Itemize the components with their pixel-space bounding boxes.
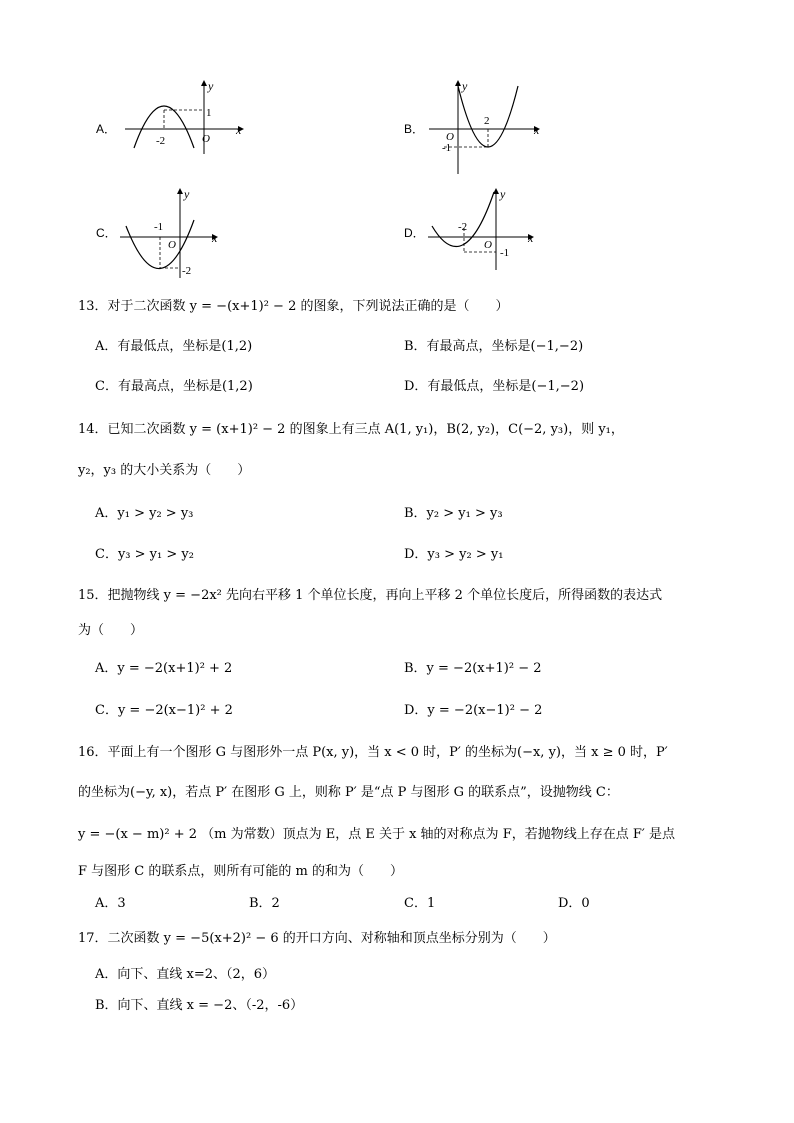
question-14-option-b: B．y₂ > y₁ > y₃ — [404, 506, 503, 521]
option-c-label: C． — [96, 226, 117, 240]
question-17-option-b: B．向下、直线 x = −2、（-2，-6） — [95, 998, 304, 1013]
question-15-option-b: B．y = −2(x+1)² − 2 — [404, 661, 542, 676]
graph-d-y-label: y — [500, 187, 506, 201]
question-17-option-a: A．向下、直线 x=2、（2，6） — [95, 967, 276, 982]
graph-c-origin: O — [168, 239, 176, 251]
question-16-option-b: B．2 — [249, 896, 280, 911]
question-16-option-c: C．1 — [404, 896, 436, 911]
graph-b-tick-y: -1 — [442, 142, 452, 154]
question-17-stem: 17．二次函数 y = −5(x+2)² − 6 的开口方向、对称轴和顶点坐标分别为（ ） — [78, 931, 556, 946]
graph-a-y-label: y — [208, 79, 214, 93]
question-16-line2: 的坐标为(−y, x)，若点 P′ 在图形 G 上，则称 P′ 是“点 P 与图形 G 的联系点”，设抛物线 C： — [78, 785, 619, 800]
graph-d-x-label: x — [528, 231, 534, 245]
graph-a-tick-x: -2 — [156, 135, 166, 147]
graph-d-tick-x: -2 — [458, 221, 468, 233]
graph-c-tick-x: -1 — [154, 221, 164, 233]
option-d-label: D． — [404, 226, 425, 240]
graph-c-x-label: x — [212, 231, 218, 245]
graph-a-origin: O — [202, 133, 210, 145]
graph-a — [120, 76, 250, 156]
question-13-option-c: C．有最高点，坐标是(1,2) — [95, 379, 253, 394]
question-16-option-a: A．3 — [95, 896, 126, 911]
graph-b-x-label: x — [534, 123, 540, 137]
question-14-option-d: D．y₃ > y₂ > y₁ — [404, 547, 504, 562]
option-b-label: B． — [404, 122, 425, 136]
question-14-stem-line2: y₂，y₃ 的大小关系为（ ） — [78, 463, 251, 478]
question-14-option-a: A．y₁ > y₂ > y₃ — [95, 506, 194, 521]
graph-c — [116, 184, 226, 280]
graph-d — [424, 184, 544, 274]
graph-b-y-label: y — [462, 79, 468, 93]
graph-d-tick-y: -1 — [500, 247, 510, 259]
question-16-option-d: D．0 — [558, 896, 590, 911]
question-15-stem-line1: 15．把抛物线 y = −2x² 先向右平移 1 个单位长度，再向上平移 2 个单位长度后，所得函数的表达式 — [78, 588, 663, 603]
question-13-option-d: D．有最低点，坐标是(−1,−2) — [404, 379, 585, 394]
graph-a-x-label: x — [236, 123, 242, 137]
question-15-option-d: D．y = −2(x−1)² − 2 — [404, 703, 543, 718]
question-14-option-c: C．y₃ > y₁ > y₂ — [95, 547, 194, 562]
question-13-option-a: A．有最低点，坐标是(1,2) — [95, 339, 253, 354]
question-13-option-b: B．有最高点，坐标是(−1,−2) — [404, 339, 584, 354]
question-14-stem-line1: 14．已知二次函数 y = (x+1)² − 2 的图象上有三点 A(1, y₁)，B(2, y₂)，C(−2, y₃)，则 y₁， — [78, 422, 624, 437]
option-a-label: A． — [96, 122, 117, 136]
graph-b — [424, 76, 554, 176]
graph-d-origin: O — [484, 239, 492, 251]
graph-a-tick-y: 1 — [206, 107, 212, 119]
graph-c-y-label: y — [184, 187, 190, 201]
graph-b-origin: O — [446, 131, 454, 143]
graph-b-tick-x: 2 — [484, 115, 490, 127]
question-16-line4: F 与图形 C 的联系点，则所有可能的 m 的和为（ ） — [78, 864, 403, 879]
question-16-line1: 16．平面上有一个图形 G 与图形外一点 P(x, y)，当 x < 0 时，P′ 的坐标为(−x, y)，当 x ≥ 0 时，P′ — [78, 745, 668, 760]
question-15-stem-line2: 为（ ） — [78, 623, 144, 638]
graph-c-tick-y: -2 — [182, 265, 192, 277]
question-16-line3: y = −(x − m)² + 2 （m 为常数）顶点为 E，点 E 关于 x 轴的对称点为 F，若抛物线上存在点 F′ 是点 — [78, 827, 675, 842]
question-13-stem: 13．对于二次函数 y = −(x+1)² − 2 的图象，下列说法正确的是（ ） — [78, 299, 509, 314]
question-15-option-a: A．y = −2(x+1)² + 2 — [95, 661, 233, 676]
question-15-option-c: C．y = −2(x−1)² + 2 — [95, 703, 233, 718]
